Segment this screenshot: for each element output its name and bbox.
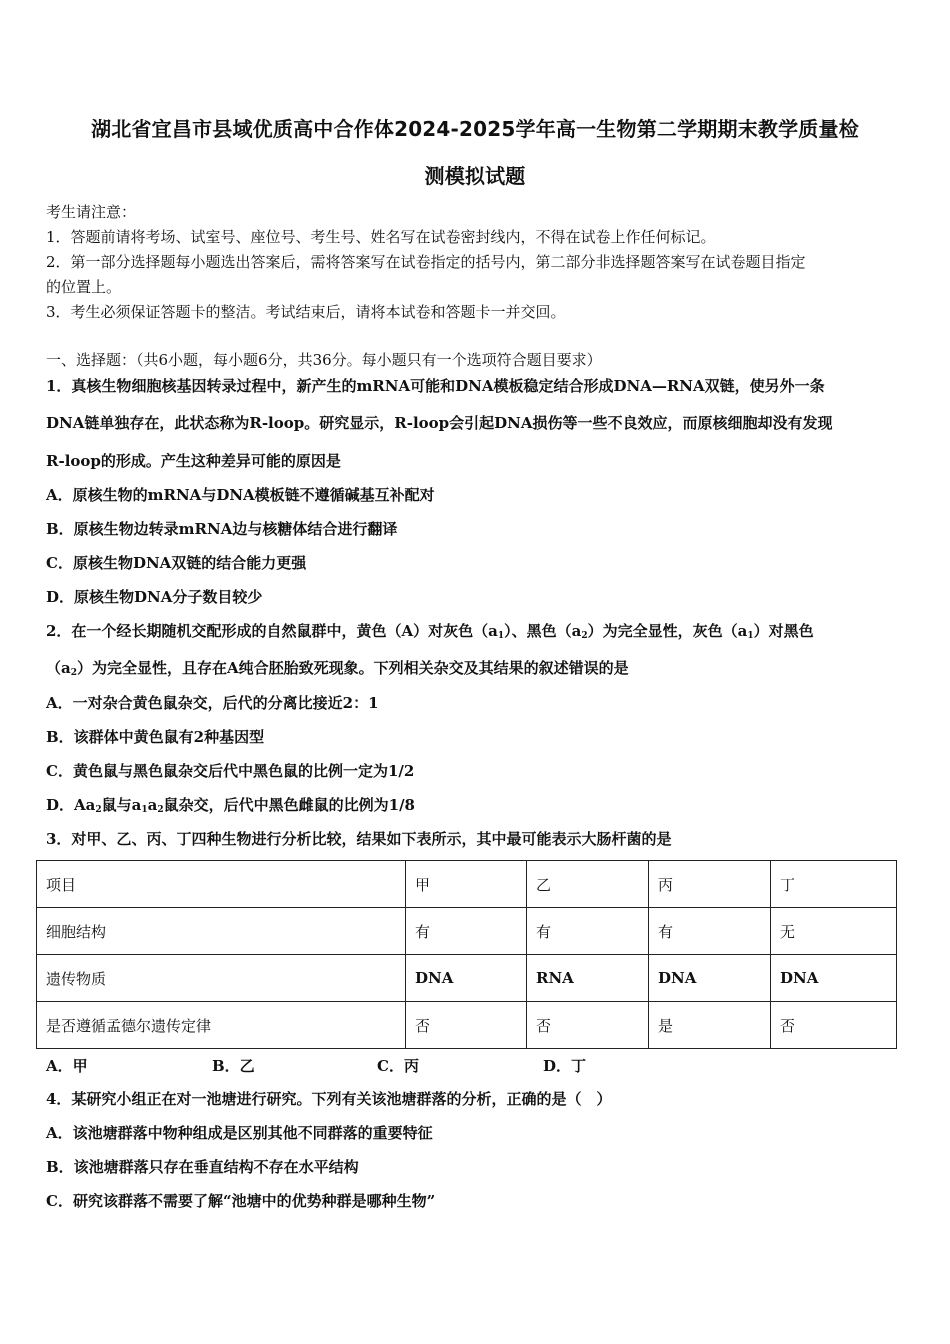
table-cell: 否 [527, 1002, 649, 1049]
table-row [37, 1002, 897, 1049]
table-cell: 是否遵循孟德尔遗传定律 [37, 1002, 406, 1049]
table-cell: 细胞结构 [37, 908, 406, 955]
question-3-option-a: A．甲 [46, 1057, 88, 1075]
document-title-line-2: 测模拟试题 [424, 164, 526, 188]
table-cell: 否 [771, 1002, 897, 1049]
notice-item-2-cont: 的位置上。 [46, 278, 122, 296]
table-row [37, 861, 897, 908]
question-1-stem-line-1: 1．真核生物细胞核基因转录过程中，新产生的mRNA可能和DNA模板稳定结合形成DNA—RNA双链，使另外一条 [46, 377, 825, 395]
table-cell: 有 [527, 908, 649, 955]
table-cell: 是 [649, 1002, 771, 1049]
question-2-stem-line-1: 2．在一个经长期随机交配形成的自然鼠群中，黄色（A）对灰色$(a_1)$、黑色$(a_2)$为完全显性，灰色$(a_1)$对黑色 [46, 622, 814, 641]
question-1-option-d: D．原核生物DNA分子数目较少 [46, 588, 263, 606]
question-4-option-b: B．该池塘群落只存在垂直结构不存在水平结构 [46, 1158, 359, 1176]
table-cell: 项目 [37, 861, 406, 908]
table-cell: 乙 [527, 861, 649, 908]
question-1-stem-line-3: R-loop的形成。产生这种差异可能的原因是 [46, 452, 341, 470]
table-cell: 否 [406, 1002, 527, 1049]
notice-item-2: 2．第一部分选择题每小题选出答案后，需将答案写在试卷指定的括号内，第二部分非选择题答案写在试卷题目指定 [46, 253, 806, 271]
table-cell: DNA [406, 955, 527, 1002]
question-2-option-b: B．该群体中黄色鼠有2种基因型 [46, 728, 265, 746]
question-2-option-a: A．一对杂合黄色鼠杂交，后代的分离比接近2：1 [46, 694, 379, 712]
table-cell: RNA [527, 955, 649, 1002]
document-title-line-1: 湖北省宜昌市县域优质高中合作体2024-2025学年高一生物第二学期期末教学质量检 [91, 117, 859, 141]
table-row [37, 908, 897, 955]
question-2-option-d: D．$Aa_2$鼠与$a_1a_2$鼠杂交，后代中黑色雌鼠的比例为1/8 [46, 796, 415, 815]
question-4-option-a: A．该池塘群落中物种组成是区别其他不同群落的重要特征 [46, 1124, 433, 1142]
question-4-stem: 4．某研究小组正在对一池塘进行研究。下列有关该池塘群落的分析，正确的是（ ） [46, 1090, 612, 1108]
question-1-option-a: A．原核生物的mRNA与DNA模板链不遵循碱基互补配对 [46, 486, 435, 504]
question-2-stem-line-2: $(a_2)$为完全显性，且存在A纯合胚胎致死现象。下列相关杂交及其结果的叙述错误的是 [46, 659, 629, 678]
table-cell: 甲 [406, 861, 527, 908]
table-cell: 有 [406, 908, 527, 955]
table-cell: DNA [771, 955, 897, 1002]
comparison-table [36, 860, 897, 1049]
question-1-option-b: B．原核生物边转录mRNA边与核糖体结合进行翻译 [46, 520, 398, 538]
table-cell: 丙 [649, 861, 771, 908]
table-row [37, 955, 897, 1002]
question-3-option-c: C．丙 [377, 1057, 419, 1075]
question-3-option-d: D．丁 [543, 1057, 587, 1075]
notice-heading: 考生请注意： [46, 203, 137, 221]
question-2-option-c: C．黄色鼠与黑色鼠杂交后代中黑色鼠的比例一定为1/2 [46, 762, 415, 780]
section-heading: 一、选择题：（共6小题，每小题6分，共36分。每小题只有一个选项符合题目要求） [46, 351, 602, 369]
question-1-option-c: C．原核生物DNA双链的结合能力更强 [46, 554, 307, 572]
question-3-option-b: B．乙 [212, 1057, 255, 1075]
notice-item-1: 1．答题前请将考场、试室号、座位号、考生号、姓名写在试卷密封线内，不得在试卷上作任何标记。 [46, 228, 716, 246]
table-cell: DNA [649, 955, 771, 1002]
question-4-option-c: C．研究该群落不需要了解“池塘中的优势种群是哪种生物” [46, 1192, 436, 1210]
table-cell: 丁 [771, 861, 897, 908]
notice-item-3: 3．考生必须保证答题卡的整洁。考试结束后，请将本试卷和答题卡一并交回。 [46, 303, 566, 321]
table-cell: 无 [771, 908, 897, 955]
question-3-stem: 3．对甲、乙、丙、丁四种生物进行分析比较，结果如下表所示，其中最可能表示大肠杆菌的是 [46, 830, 672, 848]
table-cell: 有 [649, 908, 771, 955]
question-1-stem-line-2: DNA链单独存在，此状态称为R-loop。研究显示，R-loop会引起DNA损伤等一些不良效应，而原核细胞却没有发现 [46, 414, 833, 432]
table-cell: 遗传物质 [37, 955, 406, 1002]
